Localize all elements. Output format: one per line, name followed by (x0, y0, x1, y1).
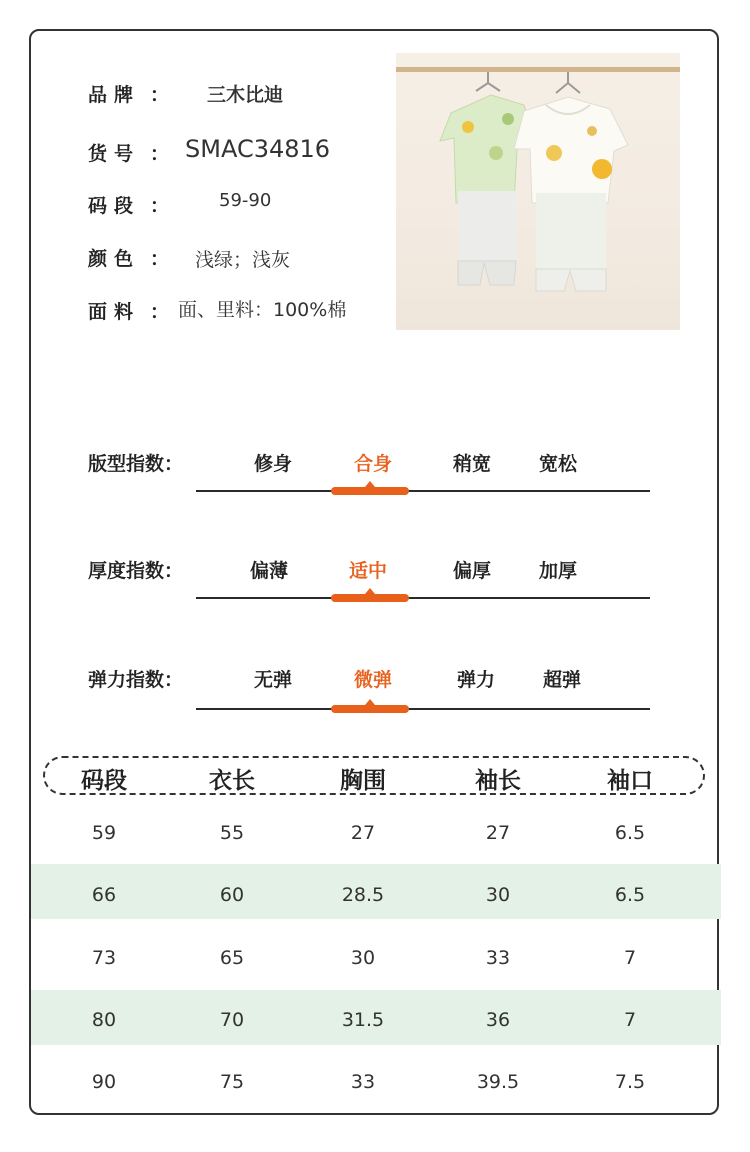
fit-index-title: 版型指数： (88, 453, 184, 475)
fabric-value: 面、里料：100%棉 (178, 299, 347, 321)
elasticity-index-title: 弹力指数： (88, 669, 184, 691)
elasticity-scale-line (196, 708, 650, 710)
cell-size: 80 (91, 1009, 117, 1031)
cell-chest: 31.5 (341, 1009, 385, 1031)
color-label: 颜色 (88, 248, 141, 270)
cell-chest: 28.5 (341, 884, 385, 906)
brand-colon: ： (150, 84, 170, 106)
item-no-colon: ： (150, 143, 170, 165)
thickness-scale-line (196, 597, 650, 599)
cell-cuff: 7 (623, 1009, 637, 1031)
size-range-label: 码段 (88, 195, 141, 217)
cell-length: 65 (219, 947, 245, 969)
header-size: 码段 (81, 768, 127, 794)
brand-value: 三木比迪 (207, 84, 284, 106)
header-chest: 胸围 (340, 768, 386, 794)
cell-sleeve-length: 39.5 (476, 1071, 520, 1093)
fit-scale-line (196, 490, 650, 492)
thickness-marker (331, 594, 409, 602)
size-range-colon: ： (150, 195, 170, 217)
fit-marker (331, 487, 409, 495)
color-value: 浅绿；浅灰 (195, 249, 291, 271)
cell-cuff: 7.5 (614, 1071, 646, 1093)
elasticity-marker (331, 705, 409, 713)
size-range-value: 59-90 (219, 190, 272, 211)
thickness-option: 偏薄 (249, 560, 289, 582)
item-no-value: SMAC34816 (185, 135, 331, 163)
cell-size: 90 (91, 1071, 117, 1093)
thickness-option-selected: 适中 (348, 560, 388, 582)
elasticity-option: 无弹 (253, 669, 293, 691)
header-length: 衣长 (209, 768, 255, 794)
fit-option-selected: 合身 (353, 453, 393, 475)
brand-label: 品牌 (88, 84, 141, 106)
cell-chest: 30 (350, 947, 376, 969)
elasticity-option: 弹力 (456, 669, 496, 691)
cell-chest: 27 (350, 822, 376, 844)
cell-sleeve-length: 36 (485, 1009, 511, 1031)
header-cuff: 袖口 (607, 768, 653, 794)
fit-option: 宽松 (538, 453, 578, 475)
thickness-option: 加厚 (538, 560, 578, 582)
cell-sleeve-length: 27 (485, 822, 511, 844)
cell-sleeve-length: 30 (485, 884, 511, 906)
fit-option: 修身 (253, 453, 293, 475)
thickness-index-title: 厚度指数： (88, 560, 184, 582)
elasticity-option-selected: 微弹 (353, 669, 393, 691)
cell-size: 66 (91, 884, 117, 906)
fit-option: 稍宽 (452, 453, 492, 475)
cell-length: 70 (219, 1009, 245, 1031)
cell-cuff: 6.5 (614, 822, 646, 844)
elasticity-option: 超弹 (542, 669, 582, 691)
item-no-label: 货号 (88, 143, 141, 165)
color-colon: ： (150, 248, 170, 270)
cell-length: 55 (219, 822, 245, 844)
cell-size: 59 (91, 822, 117, 844)
thickness-option: 偏厚 (452, 560, 492, 582)
cell-sleeve-length: 33 (485, 947, 511, 969)
header-sleeve-length: 袖长 (475, 768, 521, 794)
product-photo (396, 53, 680, 330)
cell-length: 60 (219, 884, 245, 906)
cell-length: 75 (219, 1071, 245, 1093)
fabric-label: 面料 (88, 301, 141, 323)
fabric-colon: ： (150, 301, 170, 323)
cell-cuff: 7 (623, 947, 637, 969)
cell-cuff: 6.5 (614, 884, 646, 906)
cell-chest: 33 (350, 1071, 376, 1093)
cell-size: 73 (91, 947, 117, 969)
